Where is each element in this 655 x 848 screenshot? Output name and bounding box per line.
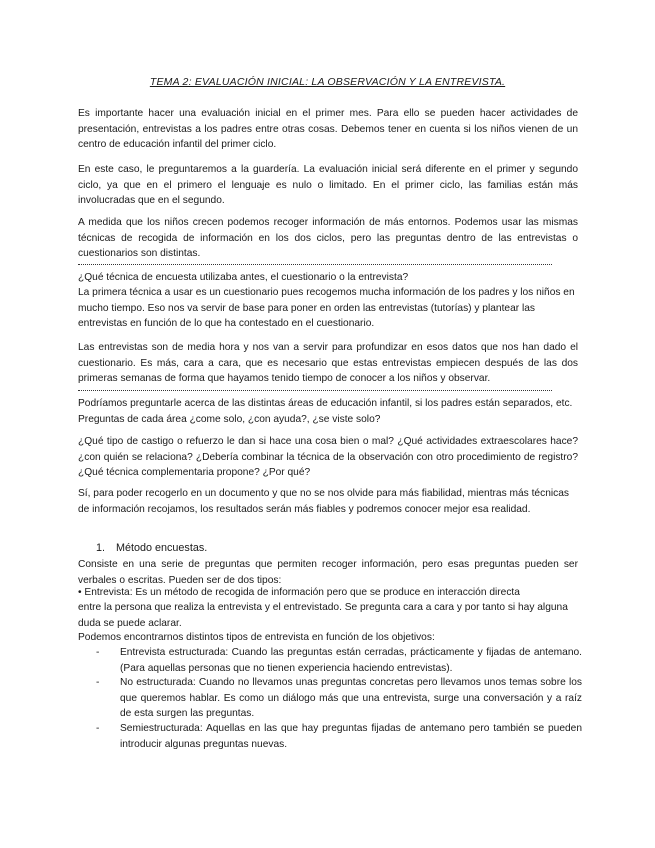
list-item: [96, 721, 582, 752]
paragraph-preguntas: ¿Qué tipo de castigo o refuerzo le dan si hace una cosa bien o mal? ¿Qué actividades extraescolares hace? ¿con quién se relaciona? ¿Debería combinar la técnica de la observación con otro procedimiento de registro? ¿Qué técnica complementaria propone? ¿Por qué?: [78, 436, 578, 478]
paragraph-guarderia: En este caso, le preguntaremos a la guardería. La evaluación inicial será diferente en el primer y segundo ciclo, ya que en el primero el lenguaje es nulo o limitado. En el primer ciclo, las familias están más involucradas que en el segundo.: [78, 164, 578, 206]
list-item-text: Entrevista estructurada: Cuando las preguntas están cerradas, prácticamente y fijadas de antemano. (Para aquellas personas que no tienen experiencia haciendo entrevistas).: [120, 647, 582, 674]
paragraph-fiabilidad: Sí, para poder recogerlo en un documento y que no se nos olvide para más fiabilidad, mientras más técnicas de información recojamos, los resultados serán más fiables y podremos conocer mejor esa realidad.: [78, 488, 569, 515]
bullet-entrevista-text: Entrevista: Es un método de recogida de información pero que se produce en interacción directa: [84, 587, 520, 598]
question-tecnica: ¿Qué técnica de encuesta utilizaba antes, el cuestionario o la entrevista?: [78, 272, 409, 283]
section-title: Método encuestas.: [116, 542, 208, 554]
section-heading: [96, 542, 207, 554]
list-item-text: No estructurada: Cuando no llevamos unas preguntas concretas pero llevamos unos temas sobre los que queremos hablar. Es como un diálogo más que una entrevista, surge una conversación y a raíz de esta surgen las preguntas.: [120, 677, 582, 719]
dash-marker: -: [96, 723, 100, 734]
paragraph-areas: Podríamos preguntarle acerca de las distintas áreas de educación infantil, si los padres están separados, etc. Preguntas de cada área ¿come solo, ¿con ayuda?, ¿se viste solo?: [78, 398, 573, 425]
separator-line: [78, 264, 552, 265]
paragraph-intro: Es importante hacer una evaluación inicial en el primer mes. Para ello se pueden hacer actividades de presentación, entrevistas a los padres entre otras cosas. Debemos tener en cuenta si los niños vienen de un centro de educación infantil del primer ciclo.: [78, 108, 578, 150]
bullet-entrevista-cont: entre la persona que realiza la entrevista y el entrevistado. Se pregunta cara a cara y por tanto si hay alguna duda se puede aclarar.: [78, 602, 568, 629]
paragraph-encuestas: Consiste en una serie de preguntas que permiten recoger información, pero esas preguntas pueden ser verbales o escritas. Pueden ser de dos tipos:: [78, 559, 578, 586]
list-item-text: Semiestructurada: Aquellas en las que hay preguntas fijadas de antemano pero también se pueden introducir algunas preguntas nuevas.: [120, 723, 582, 750]
dash-marker: -: [96, 677, 100, 688]
document-title: TEMA 2: EVALUACIÓN INICIAL: LA OBSERVACIÓN Y LA ENTREVISTA.: [149, 76, 506, 88]
list-item: [96, 675, 582, 722]
paragraph-entrevistas: Las entrevistas son de media hora y nos van a servir para profundizar en esos datos que nos han dado el cuestionario. Es más, cara a cara, que es necesario que estas entrevistas empiecen después de las dos primeras semanas de forma que hayamos tenido tiempo de conocer a los niños y observar.: [78, 342, 578, 384]
separator-line: [78, 390, 552, 391]
bullet-entrevista: [78, 585, 578, 601]
list-item: [96, 645, 582, 676]
paragraph-entornos: A medida que los niños crecen podemos recoger información de más entornos. Podemos usar las mismas técnicas de recogida de información en los dos ciclos, pero las preguntas dentro de las entrevistas o cuestionarios son distintas.: [78, 217, 578, 259]
bullet-icon: •: [78, 587, 82, 598]
section-number: 1.: [96, 542, 106, 554]
dash-marker: -: [96, 647, 100, 658]
paragraph-cuestionario: La primera técnica a usar es un cuestionario pues recogemos mucha información de los padres y los niños en mucho tiempo. Eso nos va servir de base para poner en orden las entrevistas (tutorías) y plantear las entrevistas en función de lo que ha contestado en el cuestionario.: [78, 287, 575, 329]
paragraph-tipos: Podemos encontrarnos distintos tipos de entrevista en función de los objetivos:: [78, 632, 435, 643]
